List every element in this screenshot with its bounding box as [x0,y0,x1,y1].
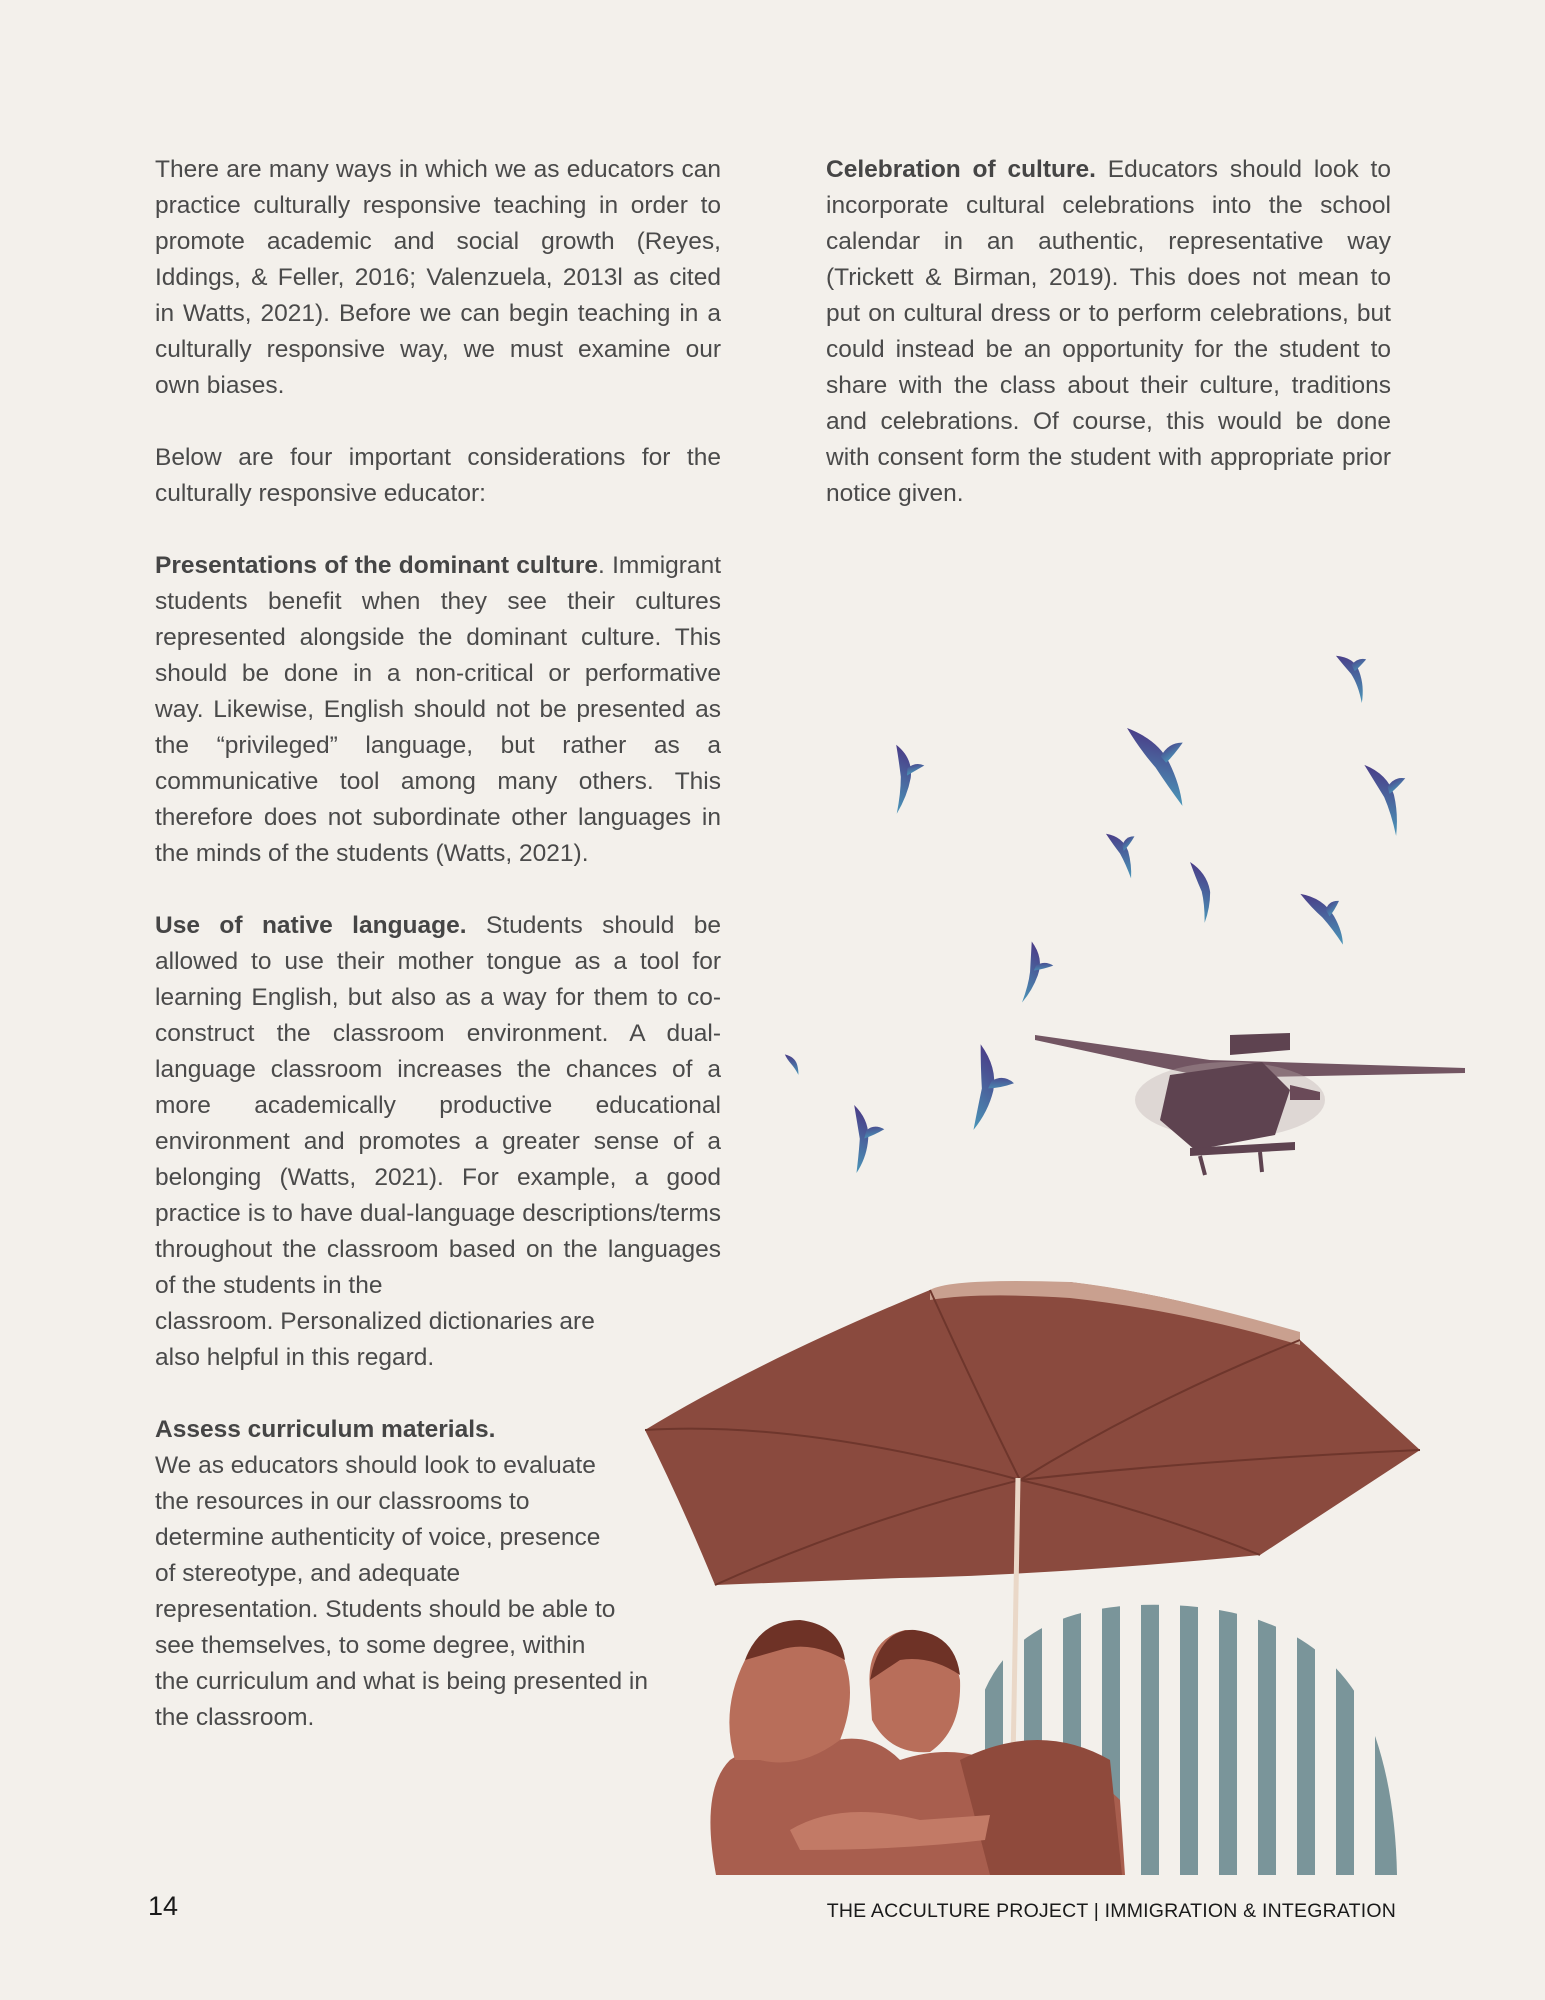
children-photo [710,1620,1125,1875]
native-language-heading: Use of native language. [155,912,467,939]
bird-icon [1169,861,1228,923]
assess-line: of stereotype, and adequate [155,1560,461,1587]
running-footer-title: THE ACCULTURE PROJECT | IMMIGRATION & INTEGRATION [826,1900,1396,1922]
native-language-paragraph [155,908,721,1376]
bird-icon [867,738,939,814]
umbrella-icon [645,1281,1420,1830]
celebration-body: Educators should look to incorporate cultural celebrations into the school calendar in an authentic, representative way (Trickett & Birman, 2019). This does not mean to put on cultural dress or to perform celebrations, but could instead be an opportunity for the student to share with the class about their culture, traditions and celebrations. Of course, this would be done with consent form the student with appropriate prior notice given. [826,156,1391,507]
presentations-paragraph [155,548,721,872]
assess-line: representation. Students should be able to [155,1596,616,1623]
celebration-heading: Celebration of culture. [826,156,1096,183]
left-column [155,152,721,1736]
assess-line: the curriculum and what is being presented in [155,1668,649,1695]
bird-icon [1093,823,1150,878]
bird-icon [1109,712,1213,806]
bird-icon [1289,885,1359,945]
assess-line: see themselves, to some degree, within [155,1632,586,1659]
assess-heading: Assess curriculum materials. [155,1416,496,1443]
right-column [826,152,1391,548]
intro-paragraph: There are many ways in which we as educators can practice culturally responsive teaching in order to promote academic and social growth (Reyes, Iddings, & Feller, 2016; Valenzuela, 2013l as cited in Watts, 2021). Before we can begin teaching in a culturally responsive way, we must examine our own biases. [155,156,721,399]
helicopter-icon [1035,1033,1465,1175]
bird-icon [826,1098,896,1173]
assess-line: determine authenticity of voice, presence [155,1524,601,1551]
considerations-paragraph: Below are four important considerations for the culturally responsive educator: [155,444,721,507]
presentations-heading-punct: . [597,552,605,579]
bird-icon [779,1054,804,1075]
birds [779,645,1428,1173]
celebration-paragraph [826,152,1391,512]
assess-line: the resources in our classrooms to [155,1488,530,1515]
assess-line: the classroom. [155,1704,315,1731]
striped-arch [985,1590,1397,1880]
native-language-body: Students should be allowed to use their mother tongue as a tool for learning English, but also as a way for them to co-construct the classroom environment. A dual-language classroom increases the chances of a more academically productive educational environment and promotes a greater sense of a belonging (Watts, 2021). For example, a good practice is to have dual-language descriptions/terms throughout the classroom based on the languages of the students in the [155,912,722,1299]
presentations-body: Immigrant students benefit when they see their cultures represented alongside the dominant culture. This should be done in a non-critical or performative way. Likewise, English should not be presented as the “privileged” language, but rather as a communicative tool among many others. This therefore does not subordinate other languages in the minds of the students (Watts, 2021). [155,552,721,867]
native-language-tail-2: also helpful in this regard. [155,1344,435,1371]
bird-icon [1322,645,1382,703]
presentations-heading: Presentations of the dominant culture [155,552,598,579]
bird-icon [947,1038,1024,1130]
bird-icon [1342,753,1428,836]
native-language-tail-1: classroom. Personalized dictionaries are [155,1308,595,1335]
bird-icon [1004,937,1062,1002]
page-number: 14 [148,1891,179,1921]
native-language-block [155,908,721,1304]
assess-paragraph [155,1412,721,1736]
assess-line: We as educators should look to evaluate [155,1452,596,1479]
